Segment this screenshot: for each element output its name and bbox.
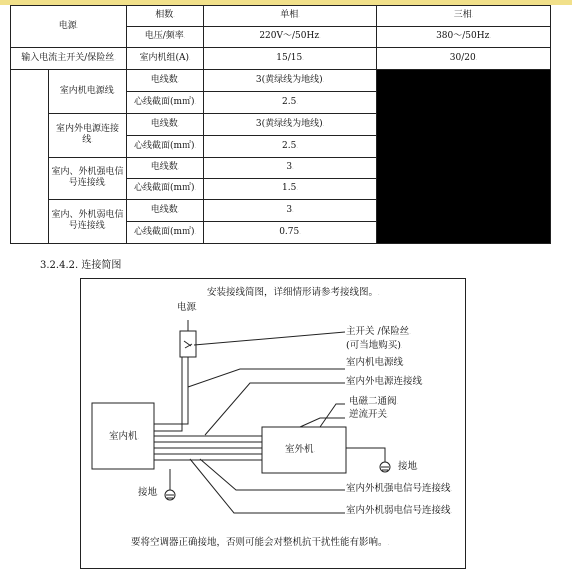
voltage-label: 电压/频率. (127, 27, 204, 48)
area-label: 心线截面(m㎡). (127, 92, 204, 114)
ground-bars-right (381, 467, 389, 470)
area-value: 2.5. (204, 92, 377, 114)
area-value: 2.5. (204, 136, 377, 158)
group-label: 室内、外机强电信号连接线. (49, 158, 127, 200)
wires-label: 电线数. (127, 70, 204, 92)
voltage-single: 220V～/50Hz. (204, 27, 377, 48)
solenoid-valve-label: 电磁二通阀. (349, 396, 399, 407)
area-value: 0.75. (204, 222, 377, 244)
group-label: 室内外电源连接线. (49, 114, 127, 158)
wires-label: 电线数. (127, 158, 204, 179)
leader-weak (190, 459, 345, 513)
section-title: 3.2.4.2. 连接简图 (40, 260, 122, 271)
wires-label: 电线数. (127, 114, 204, 136)
ground-bars-left (166, 495, 174, 498)
breaker-three: 30/20. (377, 48, 551, 70)
three-phase-header: 三相. (377, 6, 551, 27)
leader-solenoid (320, 404, 345, 427)
fuse-symbol (184, 341, 192, 348)
ground-right-label: 接地. (398, 461, 419, 472)
ground-left-label: 接地. (138, 487, 159, 498)
area-value: 1.5. (204, 179, 377, 200)
leader-main-switch (194, 332, 345, 345)
power-line-2 (154, 387, 188, 424)
leader-strong (200, 459, 345, 490)
reverse-switch-label: 逆流开关. (349, 409, 389, 420)
leader-reverse (300, 418, 345, 427)
weak-signal-label: 室内外机弱电信号连接线. (346, 505, 453, 516)
leader-indoor-power (188, 369, 345, 387)
group-label: 室内机电源线. (49, 70, 127, 114)
strong-signal-label: 室内外机强电信号连接线. (346, 483, 453, 494)
io-power-cable-label: 室内外电源连接线. (346, 376, 424, 387)
grounding-warning: 要将空调器正确接地，否则可能会对整机抗干扰性能有影响。. (131, 537, 390, 548)
indoor-power-cable-label: 室内机电源线. (346, 357, 405, 368)
voltage-three: 380～/50Hz. (377, 27, 551, 48)
outdoor-unit-label: 室外机. (285, 444, 316, 455)
wires-value: 3. (204, 200, 377, 222)
phase-header: 相数. (127, 6, 204, 27)
area-label: 心线截面(m㎡). (127, 136, 204, 158)
indoor-unit-label: 室内机. (109, 431, 140, 442)
breaker-single: 15/15. (204, 48, 377, 70)
group-label: 室内、外机弱电信号连接线. (49, 200, 127, 244)
main-switch-label: 主开关 /保险丝. (346, 326, 411, 337)
single-phase-header: 单相. (204, 6, 377, 27)
ground-line-right (346, 448, 385, 462)
breaker-sub-label: 室内机组(A). (127, 48, 204, 70)
power-line-1 (154, 357, 182, 431)
buy-local-note: (可当地购买). (346, 340, 403, 351)
wires-value: 3(黄绿线为地线). (204, 114, 377, 136)
power-label: 电源. (11, 6, 127, 48)
diagram-heading: 安装接线简图，详细情形请参考接线图。. (207, 287, 380, 298)
wires-label: 电线数. (127, 200, 204, 222)
area-label: 心线截面(m㎡). (127, 222, 204, 244)
breaker-label: 输入电流主开关/保险丝. (11, 48, 127, 70)
area-label: 心线截面(m㎡). (127, 179, 204, 200)
wires-value: 3(黄绿线为地线). (204, 70, 377, 92)
wires-value: 3. (204, 158, 377, 179)
power-source-label: 电源. (177, 302, 198, 313)
